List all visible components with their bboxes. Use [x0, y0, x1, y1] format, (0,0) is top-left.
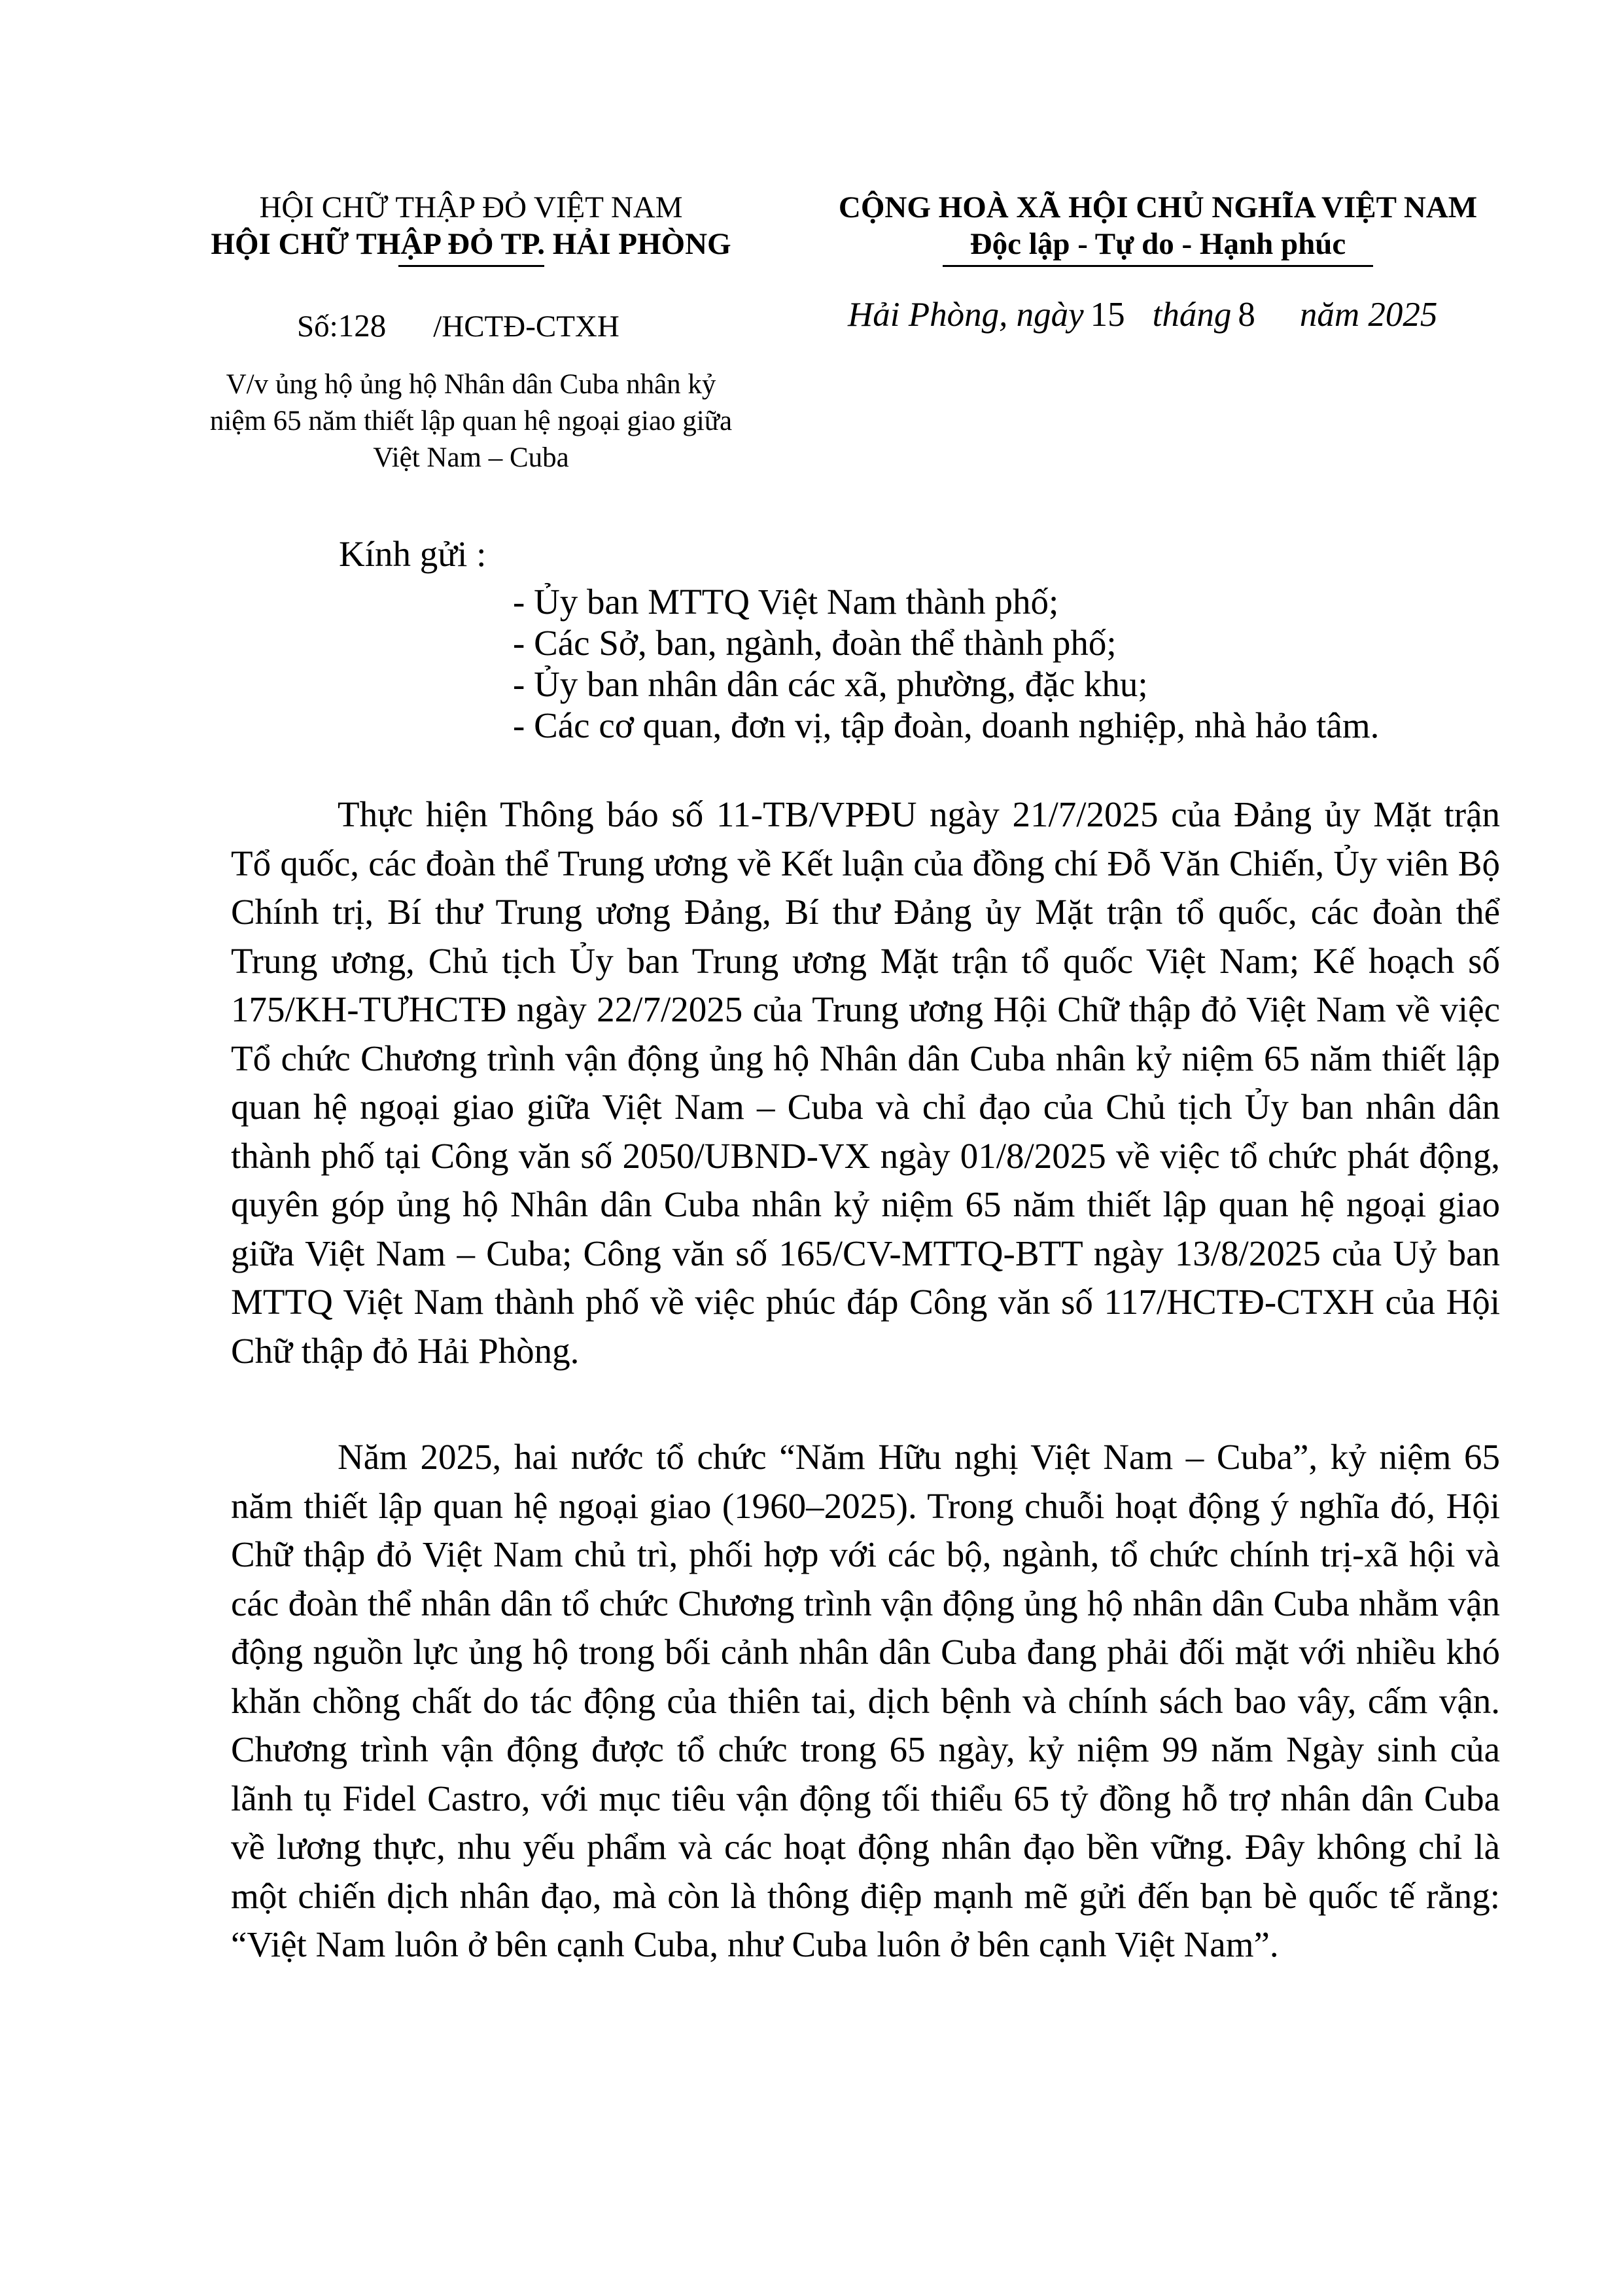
recipient-item: - Ủy ban MTTQ Việt Nam thành phố; — [513, 582, 1059, 622]
recipient-item: - Các Sở, ban, ngành, đoàn thể thành phố; — [513, 623, 1117, 663]
subject-line-3: Việt Nam – Cuba — [373, 442, 569, 473]
recipient-item: - Các cơ quan, đơn vị, tập đoàn, doanh nghiệp, nhà hảo tâm. — [513, 705, 1380, 745]
national-motto: Độc lập - Tự do - Hạnh phúc — [969, 227, 1346, 261]
body-paragraph-1: Thực hiện Thông báo số 11-TB/VPĐU ngày 21/7/2025 của Đảng ủy Mặt trận Tổ quốc, các đoàn thể Trung ương về Kết luận của đồng chí Đỗ Văn Chiến, Ủy viên Bộ Chính trị, Bí thư Trung ương Đảng, Bí thư Đảng ủy Mặt trận tổ quốc, các đoàn thể Trung ương, Chủ tịch Ủy ban Trung ương Mặt trận tổ quốc Việt Nam; Kế hoạch số 175/KH-TƯHCTĐ ngày 22/7/2025 của Trung ương Hội Chữ thập đỏ Việt Nam về việc Tổ chức Chương trình vận động ủng hộ Nhân dân Cuba nhân kỷ niệm 65 năm thiết lập quan hệ ngoại giao giữa Việt Nam – Cuba và chỉ đạo của Chủ tịch Ủy ban nhân dân thành phố tại Công văn số 2050/UBND-VX ngày 01/8/2025 về việc tổ chức phát động, quyên góp ủng hộ Nhân dân Cuba nhân kỷ niệm 65 năm thiết lập quan hệ ngoại giao giữa Việt Nam – Cuba; Công văn số 165/CV-MTTQ-BTT ngày 13/8/2025 của Uỷ ban MTTQ Việt Nam thành phố về việc phúc đáp Công văn số 117/HCTĐ-CTXH của Hội Chữ thập đỏ Hải Phòng. — [231, 794, 1500, 1371]
org-name: HỘI CHỮ THẬP ĐỎ TP. HẢI PHÒNG — [211, 227, 731, 261]
motto-underline — [943, 265, 1373, 267]
date-month: 8 — [1238, 296, 1255, 334]
month-label: tháng — [1152, 296, 1232, 334]
org-underline — [398, 265, 544, 267]
year-label: năm 2025 — [1299, 296, 1438, 334]
subject-line-2: niệm 65 năm thiết lập quan hệ ngoại giao giữa — [209, 406, 733, 436]
body-paragraph-2: Năm 2025, hai nước tổ chức “Năm Hữu nghị Việt Nam – Cuba”, kỷ niệm 65 năm thiết lập quan hệ ngoại giao (1960–2025). Trong chuỗi hoạt động ý nghĩa đó, Hội Chữ thập đỏ Việt Nam chủ trì, phối hợp với các bộ, ngành, tổ chức chính trị-xã hội và các đoàn thể nhân dân tổ chức Chương trình vận động ủng hộ nhân dân Cuba nhằm vận động nguồn lực ủng hộ trong bối cảnh nhân dân Cuba đang phải đối mặt với nhiều khó khăn chồng chất do tác động của thiên tai, dịch bệnh và chính sách bao vây, cấm vận. Chương trình vận động được tổ chức trong 65 ngày, kỷ niệm 99 năm Ngày sinh của lãnh tụ Fidel Castro, với mục tiêu vận động tối thiểu 65 tỷ đồng hỗ trợ nhân dân Cuba về lương thực, nhu yếu phẩm và các hoạt động nhân đạo bền vững. Đây không chỉ là một chiến dịch nhân đạo, mà còn là thông điệp mạnh mẽ gửi đến bạn bè quốc tế rằng: “Việt Nam luôn ở bên cạnh Cuba, như Cuba luôn ở bên cạnh Việt Nam”. — [231, 1437, 1500, 1964]
doc-number-value: 128 — [338, 308, 387, 344]
doc-code: /HCTĐ-CTXH — [433, 309, 620, 344]
doc-number-label: Số: — [297, 309, 338, 344]
subject-block — [131, 366, 811, 476]
recipients-label: Kính gửi : — [339, 534, 487, 574]
nation-title: CỘNG HOÀ XÃ HỘI CHỦ NGHĨA VIỆT NAM — [838, 190, 1478, 224]
date-day: 15 — [1090, 296, 1125, 334]
subject-line-1: V/v ủng hộ ủng hộ Nhân dân Cuba nhân kỷ — [226, 369, 716, 400]
place-date-prefix: Hải Phòng, ngày — [848, 296, 1084, 334]
place-date-line — [848, 293, 1437, 336]
org-parent-name: HỘI CHỮ THẬP ĐỎ VIỆT NAM — [259, 190, 683, 224]
recipient-item: - Ủy ban nhân dân các xã, phường, đặc khu; — [513, 664, 1148, 704]
document-number — [297, 306, 620, 346]
